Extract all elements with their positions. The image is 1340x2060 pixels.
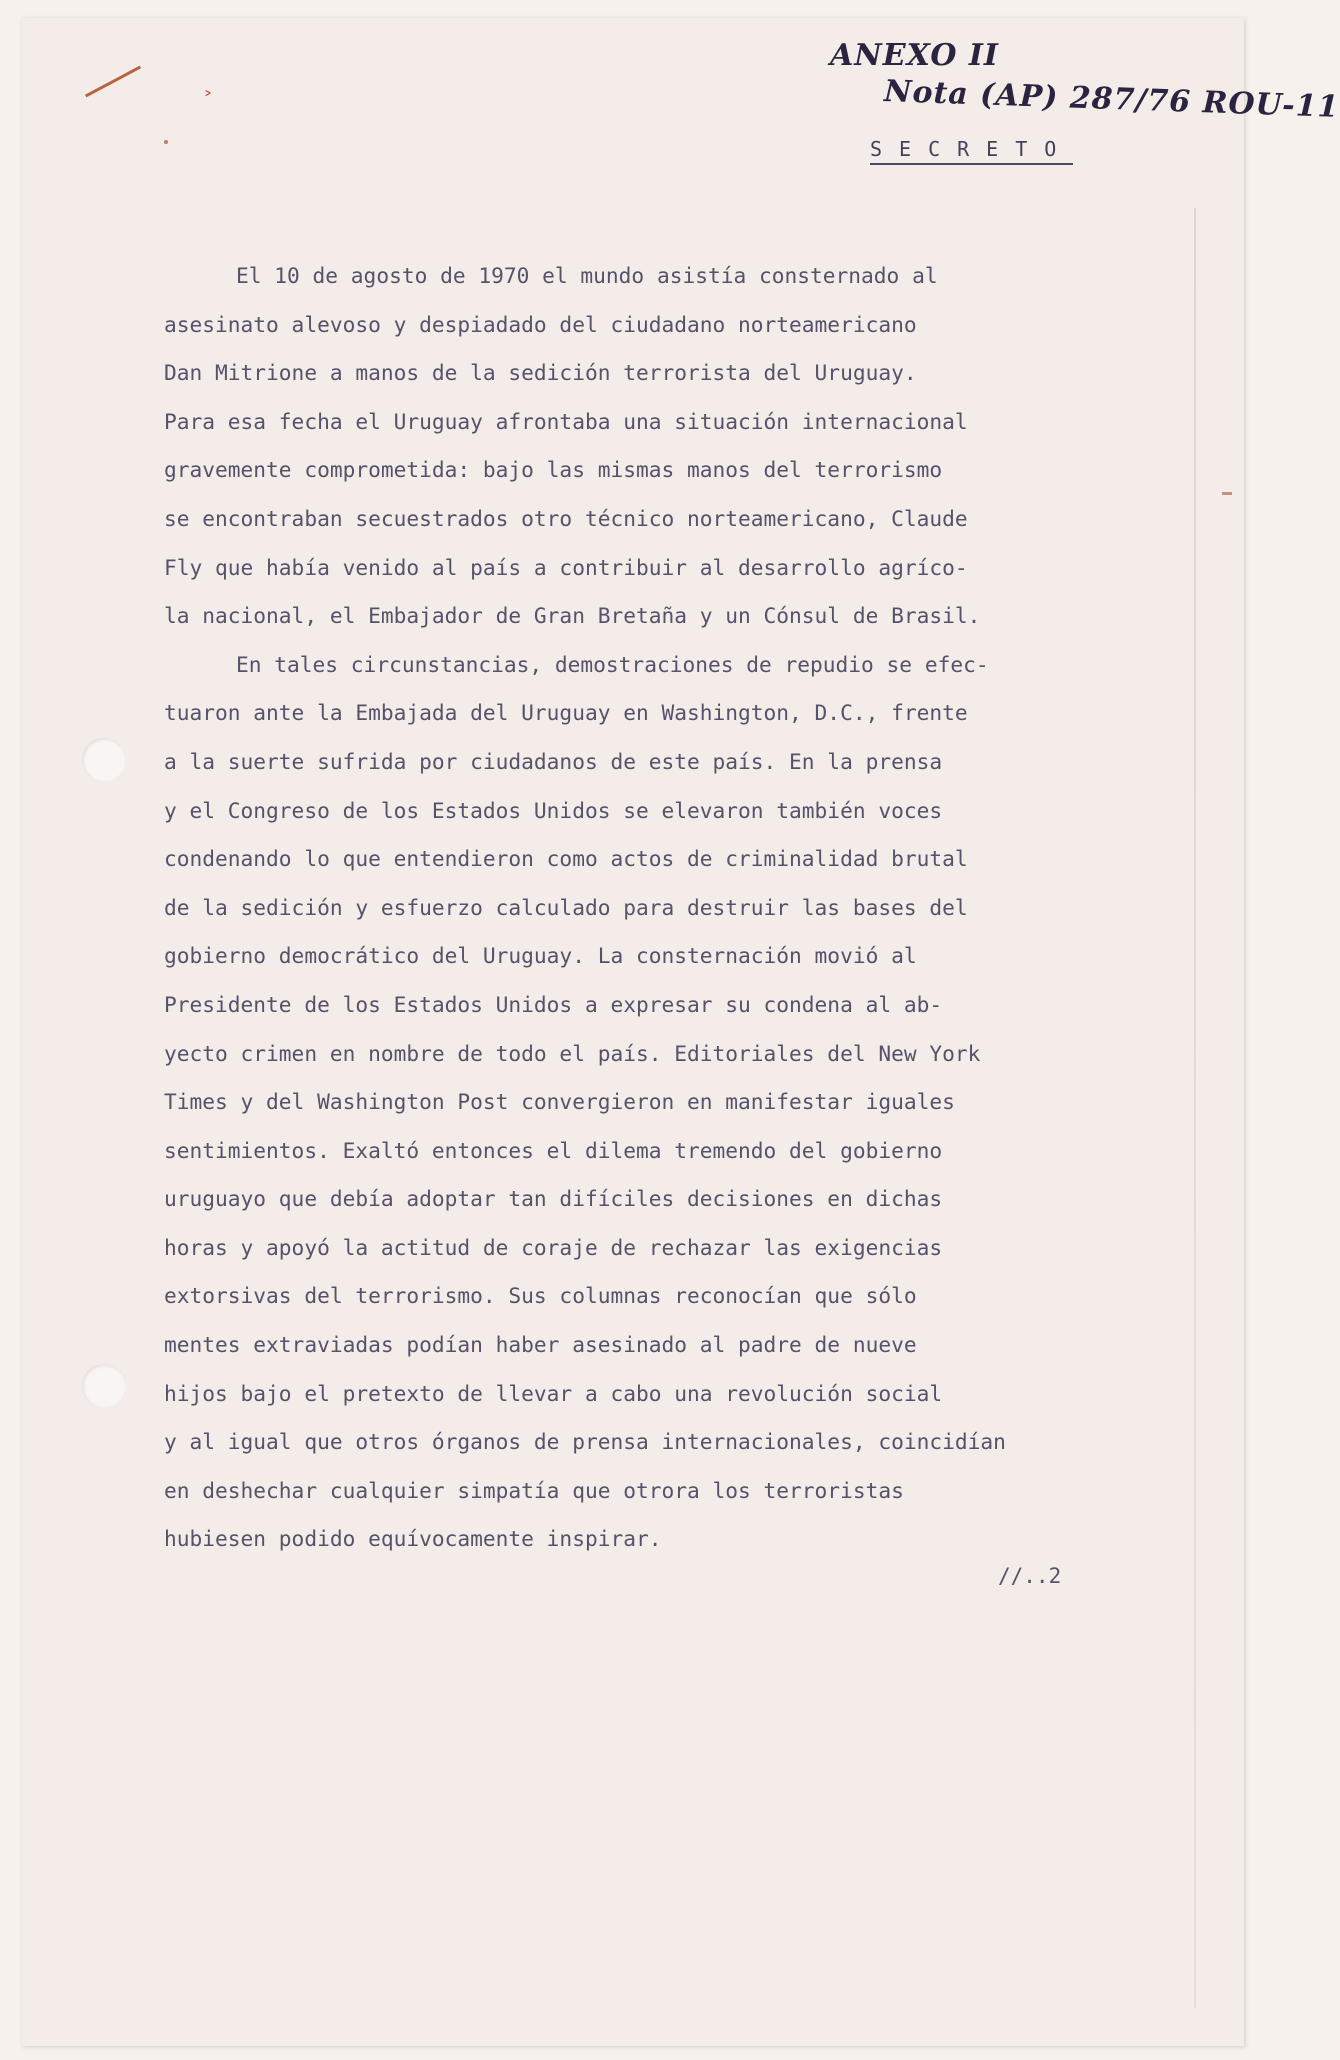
body-line: El 10 de agosto de 1970 el mundo asistía consternado al <box>236 263 938 288</box>
body-line: Para esa fecha el Uruguay afrontaba una situación internacional <box>164 408 968 434</box>
body-line: uruguayo que debía adoptar tan difíciles decisiones en dichas <box>164 1186 943 1212</box>
document-body <box>164 252 1144 1564</box>
body-line: hijos bajo el pretexto de llevar a cabo una revolución social <box>164 1380 943 1406</box>
handwritten-annex-label: ANEXO II <box>830 38 999 73</box>
punch-hole-top <box>82 738 126 782</box>
body-line: la nacional, el Embajador de Gran Bretaña y un Cónsul de Brasil. <box>164 603 981 629</box>
body-line: en deshechar cualquier simpatía que otrora los terroristas <box>164 1477 904 1503</box>
handwritten-note-reference: Nota (AP) 287/76 ROU-11 <box>883 74 1340 125</box>
body-line: Dan Mitrione a manos de la sedición terrorista del Uruguay. <box>164 360 917 386</box>
body-line: gobierno democrático del Uruguay. La consternación movió al <box>164 943 917 969</box>
body-line: asesinato alevoso y despiadado del ciudadano norteamericano <box>164 311 917 337</box>
body-line: se encontraban secuestrados otro técnico norteamericano, Claude <box>164 505 968 531</box>
body-line: sentimientos. Exaltó entonces el dilema tremendo del gobierno <box>164 1137 943 1163</box>
body-line: Times y del Washington Post convergieron en manifestar iguales <box>164 1089 955 1115</box>
pen-dot-mark <box>164 140 168 144</box>
body-line: condenando lo que entendieron como actos de criminalidad brutal <box>164 846 968 872</box>
body-line: hubiesen podido equívocamente inspirar. <box>164 1526 662 1552</box>
punch-hole-bottom <box>82 1364 126 1408</box>
body-line: y al igual que otros órganos de prensa internacionales, coincidían <box>164 1429 1006 1455</box>
body-line: a la suerte sufrida por ciudadanos de este país. En la prensa <box>164 748 943 774</box>
body-line: gravemente comprometida: bajo las mismas manos del terrorismo <box>164 457 943 483</box>
pen-tick-mark: ˃ <box>203 88 213 112</box>
margin-tick-mark <box>1222 492 1232 495</box>
body-line: tuaron ante la Embajada del Uruguay en Washington, D.C., frente <box>164 700 968 726</box>
body-line: Presidente de los Estados Unidos a expresar su condena al ab- <box>164 991 943 1017</box>
body-line: horas y apoyó la actitud de coraje de rechazar las exigencias <box>164 1234 943 1260</box>
classification-heading: SECRETO <box>870 137 1073 165</box>
body-line: y el Congreso de los Estados Unidos se elevaron también voces <box>164 797 943 823</box>
page-continuation-marker: //..2 <box>998 1564 1062 1588</box>
body-line: extorsivas del terrorismo. Sus columnas reconocían que sólo <box>164 1283 917 1309</box>
body-line: Fly que había venido al país a contribuir al desarrollo agríco- <box>164 554 968 580</box>
body-line: mentes extraviadas podían haber asesinado al padre de nueve <box>164 1332 917 1358</box>
body-line: En tales circunstancias, demostraciones de repudio se efec- <box>236 651 989 677</box>
body-line: de la sedición y esfuerzo calculado para destruir las bases del <box>164 894 968 920</box>
body-line: yecto crimen en nombre de todo el país. Editoriales del New York <box>164 1040 981 1066</box>
